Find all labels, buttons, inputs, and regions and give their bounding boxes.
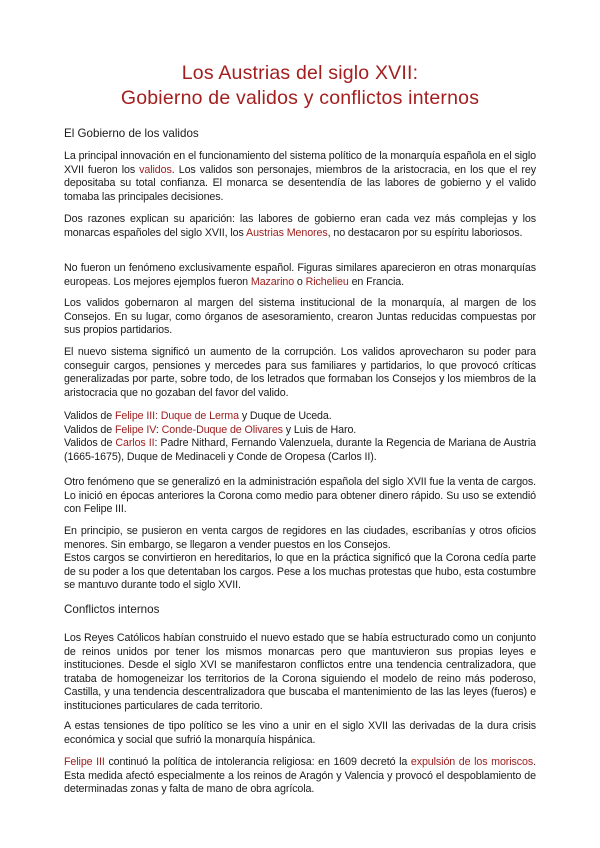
text: La principal innovación en el funcionamiento del sistema político de la monarquía española en el siglo XVII fueron los <box>64 150 536 176</box>
section-heading-conflictos: Conflictos internos <box>64 603 160 616</box>
text: Dos razones explican su aparición: las labores de gobierno eran cada vez más complejas y los monarcas españoles del siglo XVII, los <box>64 213 536 239</box>
link-richelieu[interactable]: Richelieu <box>305 275 349 288</box>
link-olivares[interactable]: Conde-Duque de Olivares <box>161 423 283 436</box>
text: . Esta medida afectó especialmente a los reinos de Aragón y Valencia y provocó el despoblamiento de determinadas zonas y falta de mano de obra agrícola. <box>64 756 536 796</box>
link-austrias-menores[interactable]: Austrias Menores <box>246 226 328 239</box>
validos-felipe-iii <box>64 410 536 424</box>
paragraph-aparicion <box>64 213 536 240</box>
text: . Los validos son personajes, miembros de la aristocracia, en los que el rey depositaba su total confianza. El monarca se desentendía de las labores de gobierno y el valido tomaba las principales decisiones. <box>64 163 536 203</box>
paragraph-crisis: A estas tensiones de tipo político se les vino a unir en el siglo XVII las derivadas de la dura crisis económica y social que sufrió la monarquía hispánica. <box>64 720 536 746</box>
validos-carlos-ii <box>64 437 536 464</box>
paragraph-reyes-catolicos: Los Reyes Católicos habían construido el nuevo estado que se había estructurado como un conjunto de reinos unidos por tener los mismos monarcas pero que mantuvieron sus propias leyes e instituciones. Desde el siglo XVI se manifestaron conflictos entre una tendencia centralizadora, que trataba de homogeneizar los territorios de la Corona siguiendo el modelo de reino más poderoso, Castilla, y una tendencia descentralizadora que buscaba el mantenimiento de las las leyes (fueros) e instituciones particulares de cada territorio. <box>64 632 536 712</box>
link-felipe-iv[interactable]: Felipe IV <box>115 423 156 436</box>
text: Validos de <box>64 437 116 450</box>
paragraph-moriscos <box>64 756 536 797</box>
text: Validos de <box>64 410 115 422</box>
link-felipe-iii-lerma[interactable]: Felipe III: Duque de Lerma <box>115 410 239 422</box>
validos-list <box>64 410 536 464</box>
text: En principio, se pusieron en venta cargos de regidores en las ciudades, escribanías y otros oficios menores. Sin embargo, se llegaron a vender puestos en los Consejos. <box>64 525 536 551</box>
text: en Francia. <box>348 275 404 288</box>
validos-felipe-iv <box>64 424 536 438</box>
text: y Duque de Uceda. <box>238 410 332 422</box>
section-heading-gobierno: El Gobierno de los validos <box>64 127 199 140</box>
text: No fueron un fenómeno exclusivamente español. Figuras similares aparecieron en otras monarquías europeas. Los mejores ejemplos fueron <box>64 262 536 288</box>
text: Validos de <box>64 423 115 436</box>
page-title-line-1: Los Austrias del siglo XVII: <box>181 62 419 84</box>
paragraph-fenomeno-europeo <box>64 262 536 289</box>
paragraph-validos-intro <box>64 150 536 204</box>
paragraph-corrupcion: El nuevo sistema significó un aumento de la corrupción. Los validos aprovecharon su poder para conseguir cargos, pensiones y mercedes para sus familiares y partidarios, lo que provocó críticas generalizadas por parte, sobre todo, de los letrados que formaban los Consejos y los miembros de la aristocracia que no gozaban del favor del valido. <box>64 346 536 399</box>
text: o <box>294 275 306 288</box>
text: Estos cargos se convirtieron en hereditarios, lo que en la práctica significó que la Corona cedía parte de su poder a los que detentaban los cargos. Pese a los muchas protestas que hubo, esta costumbre se mantuvo durante todo el siglo XVII. <box>64 552 536 592</box>
text: y Luis de Haro. <box>282 423 357 436</box>
text: , no destacaron por su espíritu laboriosos. <box>327 226 523 239</box>
paragraph-venta-cargos: Otro fenómeno que se generalizó en la administración española del siglo XVII fue la venta de cargos. Lo inició en épocas anteriores la Corona como medio para obtener dinero rápido. Su uso se extendió con Felipe III. <box>64 476 536 516</box>
text: : <box>155 423 162 436</box>
link-felipe-iii[interactable]: Felipe III <box>64 756 105 768</box>
paragraph-consejos: Los validos gobernaron al margen del sistema institucional de la monarquía, al margen de los Consejos. En su lugar, como órganos de asesoramiento, crearon Juntas reducidas compuestas por sus propios partidarios. <box>64 297 536 337</box>
text: : Padre Nithard, Fernando Valenzuela, durante la Regencia de Mariana de Austria (1665-1675), Duque de Medinaceli y Conde de Oropesa (Carlos II). <box>64 437 536 463</box>
link-validos[interactable]: validos <box>139 163 172 176</box>
link-mazarino[interactable]: Mazarino <box>250 275 295 288</box>
text: continuó la política de intolerancia religiosa: en 1609 decretó la <box>104 756 411 768</box>
link-expulsion-moriscos[interactable]: expulsión de los moriscos <box>410 756 534 768</box>
link-carlos-ii[interactable]: Carlos II <box>115 437 155 450</box>
page-title-line-2: Gobierno de validos y conflictos internos <box>120 87 480 109</box>
paragraph-cargos-hereditarios <box>64 525 536 593</box>
